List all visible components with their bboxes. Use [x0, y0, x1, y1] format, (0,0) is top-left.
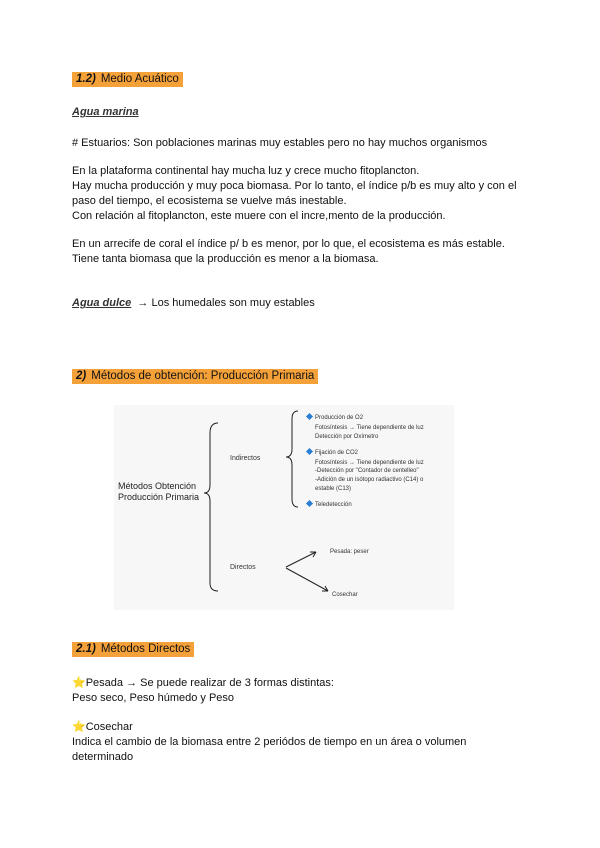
text-line: paso del tiempo, el ecosistema se vuelve más inestable.	[72, 195, 347, 207]
text-line: Con relación al fitoplancton, este muere con el incre,mento de la producción.	[72, 210, 446, 222]
branch-directos: Directos	[230, 564, 256, 571]
section-number: 2.1)	[76, 643, 96, 655]
indirect-item-2	[306, 448, 424, 492]
pesada-line-2: Peso seco, Peso húmedo y Peso	[72, 692, 235, 704]
paragraph-agua-dulce	[72, 296, 315, 311]
section-title: Métodos de obtención: Producción Primaria	[91, 370, 315, 382]
item-line: Fotosíntesis → Tiene dependiente de luz	[315, 425, 424, 431]
cosechar-title: Cosechar	[85, 721, 133, 733]
item-line: -Detección por "Contador de centelleo"	[315, 468, 419, 474]
item-title: Fijación de CO2	[315, 450, 359, 456]
paragraph-cosechar	[72, 720, 466, 765]
text-line: Tiene tanta biomasa que la producción es menor a la biomasa.	[72, 253, 379, 265]
diagram-svg	[114, 405, 454, 610]
arrow-pesada	[286, 552, 316, 567]
indirect-item-1	[306, 413, 424, 440]
diamond-bullet-icon	[306, 413, 313, 420]
item-title: Producción de O2	[315, 415, 364, 421]
subheading-agua-marina: Agua marina	[72, 106, 139, 118]
indirect-item-3	[306, 500, 352, 508]
star-icon: ⭐	[72, 721, 86, 733]
subheading-agua-dulce: Agua dulce	[72, 297, 132, 309]
section-number: 1.2)	[76, 73, 96, 85]
pesada-line-1: Pesada → Se puede realizar de 3 formas distintas:	[85, 677, 334, 689]
item-line: Fotosíntesis → Tiene dependiente de luz	[315, 460, 424, 466]
methods-diagram	[114, 405, 454, 610]
section-title: Medio Acuático	[100, 73, 179, 85]
section-heading-2-1	[72, 642, 194, 657]
text-line: En un arrecife de coral el índice p/ b es menor, por lo que, el ecosistema es más estable.	[72, 238, 505, 250]
section-number: 2)	[76, 370, 87, 382]
item-line: -Adición de un isótopo radiactivo (C14) o	[315, 477, 424, 483]
diamond-bullet-icon	[306, 448, 313, 455]
paragraph-pesada	[72, 676, 334, 706]
text-line: determinado	[72, 751, 134, 763]
direct-item-cosechar: Cosechar	[332, 592, 358, 598]
agua-dulce-text: → Los humedales son muy estables	[137, 297, 315, 309]
text-line: Hay mucha producción y muy poca biomasa. Por lo tanto, el índice p/b es muy alto y con el	[72, 180, 517, 192]
paragraph-plataforma	[72, 164, 517, 224]
text-line: Indica el cambio de la biomasa entre 2 periódos de tiempo en un área o volumen	[72, 736, 467, 748]
section-title: Métodos Directos	[100, 643, 191, 655]
diagram-root-line-1: Métodos Obtención	[118, 481, 197, 491]
item-line: Detección por Oxímetro	[315, 434, 379, 440]
paragraph-estuarios: # Estuarios: Son poblaciones marinas muy estables pero no hay muchos organismos	[72, 137, 488, 149]
diamond-bullet-icon	[306, 500, 313, 507]
star-icon: ⭐	[72, 677, 86, 689]
section-heading-2	[72, 369, 318, 384]
text-line: En la plataforma continental hay mucha luz y crece mucho fitoplancton.	[72, 165, 420, 177]
indirect-brace	[286, 411, 298, 507]
branch-indirectos: Indirectos	[230, 455, 261, 462]
paragraph-arrecife	[72, 237, 505, 267]
direct-item-pesada: Pesada: peser	[330, 549, 369, 555]
diagram-root-line-2: Producción Primaria	[118, 492, 200, 502]
section-heading-1-2	[72, 72, 183, 87]
item-title: Teledetección	[315, 502, 352, 508]
main-brace	[204, 423, 218, 591]
item-line: estable (C13)	[315, 486, 352, 492]
arrow-cosechar	[286, 568, 328, 591]
